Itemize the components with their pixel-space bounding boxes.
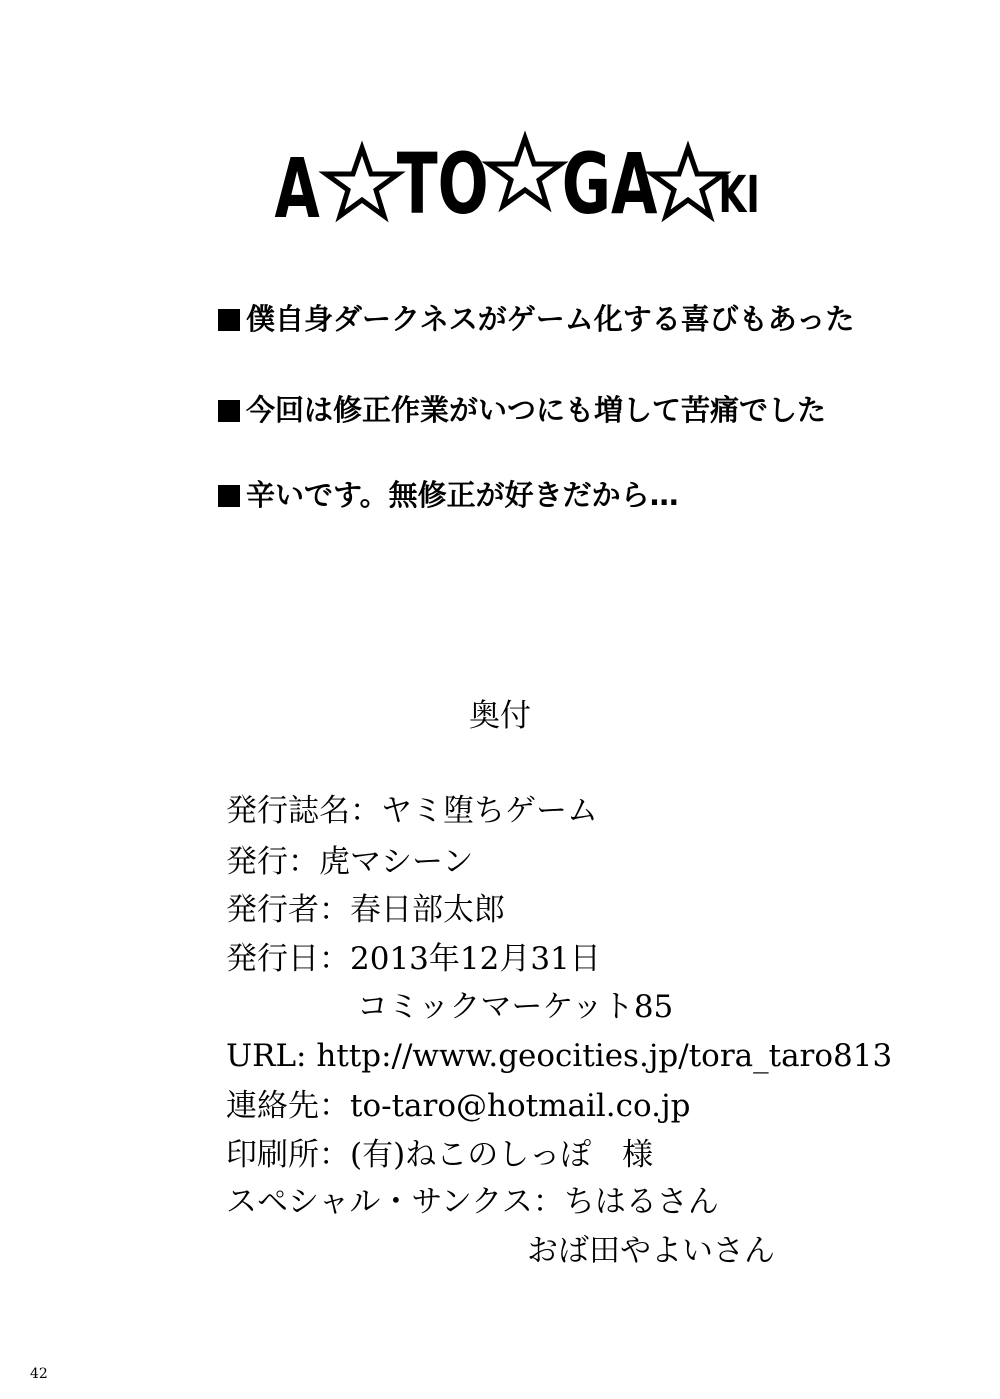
special-thanks: スペシャル・サンクス：ちはるさん (226, 1184, 719, 1220)
author: 発行者：春日部太郎 (226, 892, 505, 928)
square-bullet-icon (218, 485, 240, 507)
printer: 印刷所：(有)ねこのしっぽ 様 (226, 1137, 654, 1173)
star-icon (489, 138, 561, 206)
publisher: 発行：虎マシーン (226, 844, 474, 880)
colophon-heading: 奥付 (469, 698, 531, 734)
star-icon (326, 148, 398, 216)
note-item (218, 392, 826, 428)
publication-title: 発行誌名：ヤミ堕ちゲーム (226, 793, 598, 829)
square-bullet-icon (218, 309, 240, 331)
contact-email: 連絡先：to-taro@hotmail.co.jp (226, 1088, 691, 1124)
title-logo-art (270, 110, 770, 230)
title-part-to: TO (396, 135, 489, 230)
website-url: URL: http://www.geocities.jp/tora_taro813 (226, 1038, 893, 1074)
title-part-ki: KI (718, 165, 760, 225)
event-name: コミックマーケット85 (357, 989, 674, 1025)
note-item (218, 301, 854, 337)
issue-date: 発行日：2013年12月31日 (226, 941, 601, 977)
note-item (218, 477, 679, 513)
page-number: 42 (30, 1366, 48, 1382)
note-text: 今回は修正作業がいつにも増して苦痛でした (246, 393, 827, 427)
note-text: 辛いです。無修正が好きだから… (246, 478, 679, 512)
square-bullet-icon (218, 400, 240, 422)
page-title-logo (270, 110, 770, 230)
note-text: 僕自身ダークネスがゲーム化する喜びもあった (246, 302, 855, 336)
star-icon (652, 148, 724, 216)
special-thanks-continued: おば田やよいさん (527, 1233, 775, 1269)
title-part-a: A (274, 141, 320, 230)
title-part-ga: GA (561, 135, 658, 230)
